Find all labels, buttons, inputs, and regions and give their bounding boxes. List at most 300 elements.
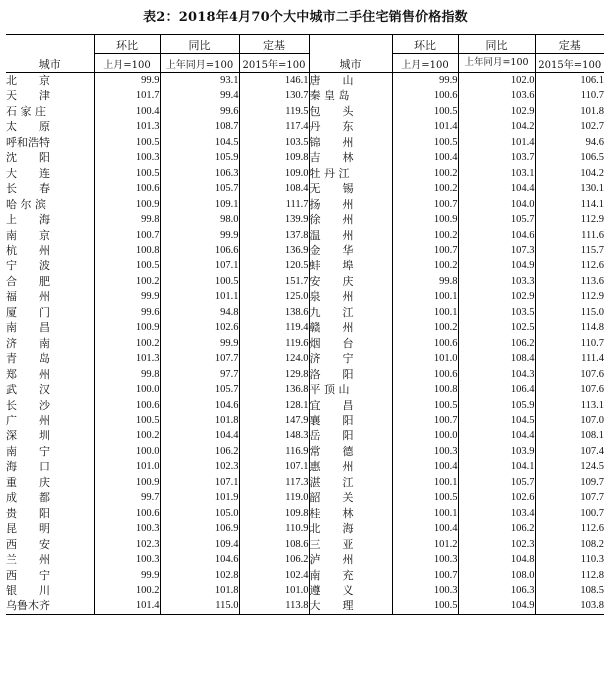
base-header-right: 定基	[535, 35, 604, 54]
mom-right-cell: 99.9	[392, 73, 458, 89]
table-row	[6, 459, 604, 474]
base-right-cell: 112.8	[580, 569, 604, 581]
base-right-cell: 114.1	[580, 198, 604, 210]
mom-left-cell: 100.3	[94, 552, 160, 567]
mom-right-cell: 100.1	[392, 305, 458, 320]
base-left-cell: 147.9	[239, 413, 309, 428]
base-left-cell: 151.7	[239, 274, 309, 289]
base-left-cell: 108.6	[239, 537, 309, 552]
yoy-right-cell: 108.4	[458, 351, 535, 366]
base-subheader-left: 2015年=100	[239, 54, 309, 73]
mom-right-cell: 100.8	[392, 382, 458, 397]
mom-left-cell: 101.3	[94, 119, 160, 134]
base-right-cell: 110.7	[580, 90, 604, 102]
mom-left-cell: 102.3	[94, 537, 160, 552]
mom-left-cell: 100.2	[94, 583, 160, 598]
city-left-cell: 上 海	[6, 212, 94, 227]
mom-right-cell: 100.5	[392, 135, 458, 150]
table-row	[6, 428, 604, 443]
city-left-cell: 兰 州	[6, 552, 94, 567]
base-right-cell: 108.2	[580, 538, 604, 550]
city-right-cell: 岳 阳	[309, 428, 392, 443]
city-left-cell: 福 州	[6, 289, 94, 304]
table-row	[6, 135, 604, 150]
city-right-cell: 韶 关	[309, 490, 392, 505]
city-left-cell: 天 津	[6, 88, 94, 103]
table-row	[6, 552, 604, 567]
yoy-left-cell: 106.3	[160, 166, 239, 181]
city-left-cell: 银 川	[6, 583, 94, 598]
yoy-right-cell: 104.9	[458, 598, 535, 614]
base-right-cell: 113.6	[580, 275, 604, 287]
city-right-cell: 九 江	[309, 305, 392, 320]
base-right-cell: 107.0	[580, 414, 604, 426]
base-left-cell: 116.9	[239, 444, 309, 459]
mom-right-cell: 100.3	[392, 444, 458, 459]
yoy-left-cell: 104.6	[160, 552, 239, 567]
city-left-cell: 西 安	[6, 537, 94, 552]
yoy-right-cell: 106.2	[458, 336, 535, 351]
city-right-cell: 宜 昌	[309, 398, 392, 413]
city-left-cell: 呼和浩特	[6, 135, 94, 150]
yoy-right-cell: 104.4	[458, 181, 535, 196]
city-left-cell: 重 庆	[6, 475, 94, 490]
mom-right-cell: 100.6	[392, 367, 458, 382]
mom-left-cell: 99.6	[94, 305, 160, 320]
city-left-cell: 成 都	[6, 490, 94, 505]
table-row	[6, 166, 604, 181]
table-row	[6, 398, 604, 413]
mom-left-cell: 100.9	[94, 320, 160, 335]
mom-left-cell: 101.7	[94, 88, 160, 103]
city-right-cell: 惠 州	[309, 459, 392, 474]
city-left-cell: 西 宁	[6, 568, 94, 583]
city-right-cell: 烟 台	[309, 336, 392, 351]
city-left-cell: 哈 尔 滨	[6, 197, 94, 212]
yoy-right-cell: 104.9	[458, 258, 535, 273]
yoy-left-cell: 101.8	[160, 583, 239, 598]
city-left-cell: 广 州	[6, 413, 94, 428]
base-left-cell: 106.2	[239, 552, 309, 567]
mom-subheader-left: 上月=100	[94, 54, 160, 73]
yoy-right-cell: 102.9	[458, 104, 535, 119]
base-left-cell: 120.5	[239, 258, 309, 273]
base-right-cell: 103.8	[535, 598, 604, 614]
yoy-left-cell: 94.8	[160, 305, 239, 320]
base-left-cell: 109.8	[239, 506, 309, 521]
mom-right-cell: 100.9	[392, 212, 458, 227]
mom-right-cell: 100.7	[392, 568, 458, 583]
yoy-right-cell: 103.6	[458, 88, 535, 103]
mom-right-cell: 99.8	[392, 274, 458, 289]
city-left-cell: 宁 波	[6, 258, 94, 273]
yoy-right-cell: 106.4	[458, 382, 535, 397]
mom-subheader-right: 上月=100	[392, 54, 458, 73]
base-right-cell: 112.6	[580, 260, 604, 272]
mom-left-cell: 101.4	[94, 598, 160, 614]
base-right-cell: 124.5	[580, 461, 604, 473]
yoy-left-cell: 101.9	[160, 490, 239, 505]
city-right-cell: 蚌 埠	[309, 258, 392, 273]
yoy-header-left: 同比	[160, 35, 239, 54]
yoy-right-cell: 106.2	[458, 521, 535, 536]
table-row	[6, 351, 604, 366]
base-left-cell: 136.8	[239, 382, 309, 397]
base-right-cell: 106.5	[580, 152, 604, 164]
base-left-cell: 117.3	[239, 475, 309, 490]
mom-right-cell: 100.3	[392, 552, 458, 567]
base-right-cell: 112.9	[580, 291, 604, 303]
table-row	[6, 150, 604, 165]
yoy-right-cell: 107.3	[458, 243, 535, 258]
table-row	[6, 367, 604, 382]
table-row	[6, 320, 604, 335]
mom-right-cell: 100.4	[392, 459, 458, 474]
base-left-cell: 124.0	[239, 351, 309, 366]
mom-right-cell: 100.7	[392, 243, 458, 258]
mom-left-cell: 99.9	[94, 568, 160, 583]
yoy-left-cell: 97.7	[160, 367, 239, 382]
base-right-cell: 110.7	[580, 337, 604, 349]
city-right-cell: 金 华	[309, 243, 392, 258]
mom-left-cell: 100.6	[94, 506, 160, 521]
city-right-cell: 济 宁	[309, 351, 392, 366]
yoy-right-cell: 102.5	[458, 320, 535, 335]
yoy-right-cell: 103.9	[458, 444, 535, 459]
yoy-right-cell: 104.3	[458, 367, 535, 382]
yoy-left-cell: 99.6	[160, 104, 239, 119]
base-right-cell: 107.6	[580, 368, 604, 380]
yoy-left-cell: 105.0	[160, 506, 239, 521]
mom-right-cell: 100.1	[392, 289, 458, 304]
mom-left-cell: 100.5	[94, 258, 160, 273]
yoy-right-cell: 104.4	[458, 428, 535, 443]
city-right-cell: 徐 州	[309, 212, 392, 227]
city-right-cell: 安 庆	[309, 274, 392, 289]
base-left-cell: 119.5	[239, 104, 309, 119]
mom-right-cell: 100.2	[392, 166, 458, 181]
city-right-cell: 包 头	[309, 104, 392, 119]
table-row	[6, 197, 604, 212]
city-right-cell: 唐 山	[309, 73, 392, 89]
city-left-cell: 青 岛	[6, 351, 94, 366]
mom-right-cell: 100.6	[392, 88, 458, 103]
mom-left-cell: 100.9	[94, 475, 160, 490]
yoy-left-cell: 109.4	[160, 537, 239, 552]
base-right-cell: 107.7	[580, 492, 604, 504]
yoy-right-cell: 101.4	[458, 135, 535, 150]
yoy-left-cell: 106.2	[160, 444, 239, 459]
yoy-left-cell: 101.8	[160, 413, 239, 428]
city-left-cell: 南 宁	[6, 444, 94, 459]
city-left-cell: 大 连	[6, 166, 94, 181]
table-row	[6, 336, 604, 351]
yoy-left-cell: 102.8	[160, 568, 239, 583]
yoy-subheader-right: 上年同月=100	[464, 57, 529, 68]
city-right-cell: 三 亚	[309, 537, 392, 552]
city-right-cell: 平 顶 山	[309, 382, 392, 397]
table-row	[6, 181, 604, 196]
base-left-cell: 107.1	[239, 459, 309, 474]
base-left-cell: 128.1	[239, 398, 309, 413]
yoy-right-cell: 105.7	[458, 212, 535, 227]
table-row	[6, 88, 604, 103]
mom-header-right: 环比	[392, 35, 458, 54]
mom-left-cell: 101.0	[94, 459, 160, 474]
table-row	[6, 274, 604, 289]
table-row	[6, 537, 604, 552]
base-left-cell: 146.1	[239, 73, 309, 89]
city-right-cell: 锦 州	[309, 135, 392, 150]
base-left-cell: 130.7	[239, 88, 309, 103]
mom-right-cell: 100.2	[392, 258, 458, 273]
yoy-right-cell: 105.9	[458, 398, 535, 413]
mom-left-cell: 99.8	[94, 212, 160, 227]
city-right-cell: 秦 皇 岛	[309, 88, 392, 103]
yoy-right-cell: 102.3	[458, 537, 535, 552]
base-left-cell: 137.8	[239, 228, 309, 243]
mom-right-cell: 100.2	[392, 320, 458, 335]
yoy-left-cell: 102.6	[160, 320, 239, 335]
base-right-cell: 109.7	[580, 476, 604, 488]
city-right-cell: 温 州	[309, 228, 392, 243]
mom-right-cell: 101.2	[392, 537, 458, 552]
yoy-left-cell: 104.5	[160, 135, 239, 150]
mom-left-cell: 100.6	[94, 398, 160, 413]
table-row	[6, 490, 604, 505]
mom-right-cell: 100.5	[392, 490, 458, 505]
yoy-right-cell: 106.3	[458, 583, 535, 598]
city-right-cell: 桂 林	[309, 506, 392, 521]
yoy-right-cell: 103.3	[458, 274, 535, 289]
base-right-cell: 114.8	[580, 322, 604, 334]
city-left-cell: 深 圳	[6, 428, 94, 443]
base-left-cell: 111.7	[239, 197, 309, 212]
yoy-left-cell: 99.9	[160, 336, 239, 351]
table-row	[6, 258, 604, 273]
table-row	[6, 583, 604, 598]
mom-left-cell: 100.9	[94, 197, 160, 212]
city-right-cell: 大 理	[309, 598, 392, 614]
mom-left-cell: 100.2	[94, 428, 160, 443]
base-right-cell: 115.0	[580, 306, 604, 318]
base-left-cell: 139.9	[239, 212, 309, 227]
yoy-right-cell: 104.2	[458, 119, 535, 134]
base-right-cell: 102.7	[580, 121, 604, 133]
base-left-cell: 125.0	[239, 289, 309, 304]
yoy-left-cell: 105.7	[160, 382, 239, 397]
base-right-cell: 130.1	[580, 183, 604, 195]
mom-left-cell: 99.9	[94, 289, 160, 304]
base-right-cell: 106.1	[580, 75, 604, 86]
base-right-cell: 107.6	[580, 384, 604, 396]
yoy-left-cell: 99.4	[160, 88, 239, 103]
yoy-left-cell: 107.1	[160, 258, 239, 273]
yoy-right-cell: 104.0	[458, 197, 535, 212]
city-right-cell: 南 充	[309, 568, 392, 583]
yoy-right-cell: 103.7	[458, 150, 535, 165]
city-right-cell: 遵 义	[309, 583, 392, 598]
base-left-cell: 136.9	[239, 243, 309, 258]
city-left-cell: 太 原	[6, 119, 94, 134]
price-index-table	[6, 34, 604, 615]
city-left-cell: 南 京	[6, 228, 94, 243]
city-left-cell: 昆 明	[6, 521, 94, 536]
city-right-cell: 泉 州	[309, 289, 392, 304]
base-right-cell: 100.7	[580, 507, 604, 519]
table-row	[6, 444, 604, 459]
mom-left-cell: 100.2	[94, 336, 160, 351]
base-right-cell: 104.2	[580, 167, 604, 179]
base-header-left: 定基	[239, 35, 309, 54]
city-right-cell: 常 德	[309, 444, 392, 459]
table-row	[6, 475, 604, 490]
city-right-cell: 泸 州	[309, 552, 392, 567]
city-right-cell: 无 锡	[309, 181, 392, 196]
yoy-left-cell: 105.9	[160, 150, 239, 165]
mom-right-cell: 100.4	[392, 521, 458, 536]
yoy-right-cell: 104.6	[458, 228, 535, 243]
city-left-cell: 合 肥	[6, 274, 94, 289]
mom-right-cell: 100.0	[392, 428, 458, 443]
table-row	[6, 305, 604, 320]
table-row	[6, 382, 604, 397]
city-left-cell: 乌鲁木齐	[6, 598, 94, 614]
table-row	[6, 104, 604, 119]
base-left-cell: 138.6	[239, 305, 309, 320]
city-left-cell: 海 口	[6, 459, 94, 474]
mom-right-cell: 101.4	[392, 119, 458, 134]
table-row	[6, 568, 604, 583]
city-right-cell: 北 海	[309, 521, 392, 536]
yoy-right-cell: 103.1	[458, 166, 535, 181]
mom-header-left: 环比	[94, 35, 160, 54]
city-right-cell: 扬 州	[309, 197, 392, 212]
yoy-right-cell: 103.5	[458, 305, 535, 320]
mom-right-cell: 101.0	[392, 351, 458, 366]
city-left-cell: 长 沙	[6, 398, 94, 413]
mom-left-cell: 100.5	[94, 166, 160, 181]
base-right-cell: 115.7	[580, 244, 604, 256]
mom-left-cell: 100.3	[94, 521, 160, 536]
mom-right-cell: 100.5	[392, 104, 458, 119]
table-row	[6, 598, 604, 614]
base-subheader-right: 2015年=100	[535, 54, 604, 73]
city-left-cell: 石 家 庄	[6, 104, 94, 119]
yoy-subheader-right-cell	[458, 54, 535, 73]
base-right-cell: 111.4	[581, 353, 604, 365]
mom-left-cell: 100.5	[94, 413, 160, 428]
base-left-cell: 119.4	[239, 320, 309, 335]
yoy-left-cell: 115.0	[160, 598, 239, 614]
city-right-cell: 丹 东	[309, 119, 392, 134]
mom-left-cell: 100.8	[94, 243, 160, 258]
base-right-cell: 107.4	[580, 445, 604, 457]
city-column-header-right: 城市	[309, 35, 392, 73]
table-row	[6, 119, 604, 134]
city-left-cell: 杭 州	[6, 243, 94, 258]
yoy-right-cell: 105.7	[458, 475, 535, 490]
base-left-cell: 113.8	[239, 598, 309, 614]
yoy-right-cell: 104.5	[458, 413, 535, 428]
yoy-left-cell: 104.4	[160, 428, 239, 443]
base-left-cell: 110.9	[239, 521, 309, 536]
yoy-left-cell: 99.9	[160, 228, 239, 243]
mom-left-cell: 100.2	[94, 274, 160, 289]
mom-right-cell: 100.1	[392, 475, 458, 490]
table-row	[6, 243, 604, 258]
city-left-cell: 北 京	[6, 73, 94, 89]
yoy-left-cell: 101.1	[160, 289, 239, 304]
yoy-left-cell: 100.5	[160, 274, 239, 289]
yoy-left-cell: 98.0	[160, 212, 239, 227]
city-left-cell: 沈 阳	[6, 150, 94, 165]
city-column-header-left: 城市	[6, 35, 94, 73]
city-left-cell: 厦 门	[6, 305, 94, 320]
table-row	[6, 289, 604, 304]
mom-right-cell: 100.1	[392, 506, 458, 521]
table-row	[6, 73, 604, 89]
yoy-left-cell: 105.7	[160, 181, 239, 196]
city-right-cell: 吉 林	[309, 150, 392, 165]
yoy-header-right: 同比	[458, 35, 535, 54]
table-title: 表2：2018年4月70个大中城市二手住宅销售价格指数	[143, 10, 468, 25]
mom-right-cell: 100.2	[392, 181, 458, 196]
yoy-right-cell: 108.0	[458, 568, 535, 583]
city-right-cell: 牡 丹 江	[309, 166, 392, 181]
yoy-right-cell: 102.6	[458, 490, 535, 505]
yoy-right-cell: 103.4	[458, 506, 535, 521]
yoy-right-cell: 102.0	[458, 73, 535, 89]
yoy-right-cell: 102.9	[458, 289, 535, 304]
base-left-cell: 101.0	[239, 583, 309, 598]
base-right-cell: 110.3	[580, 554, 604, 566]
yoy-left-cell: 104.6	[160, 398, 239, 413]
base-left-cell: 119.0	[239, 490, 309, 505]
table-row	[6, 521, 604, 536]
mom-right-cell: 100.7	[392, 413, 458, 428]
mom-left-cell: 99.8	[94, 367, 160, 382]
base-left-cell: 102.4	[239, 568, 309, 583]
city-right-cell: 襄 阳	[309, 413, 392, 428]
mom-right-cell: 100.3	[392, 583, 458, 598]
city-right-cell: 洛 阳	[309, 367, 392, 382]
base-right-cell: 113.1	[580, 399, 604, 411]
base-left-cell: 148.3	[239, 428, 309, 443]
base-right-cell: 108.5	[580, 584, 604, 596]
mom-left-cell: 99.7	[94, 490, 160, 505]
base-right-cell: 108.1	[580, 430, 604, 442]
base-right-cell: 94.6	[585, 136, 604, 148]
city-left-cell: 南 昌	[6, 320, 94, 335]
table-row	[6, 212, 604, 227]
mom-right-cell: 100.6	[392, 336, 458, 351]
yoy-left-cell: 106.9	[160, 521, 239, 536]
mom-left-cell: 101.3	[94, 351, 160, 366]
yoy-subheader-left: 上年同月=100	[160, 54, 239, 73]
mom-right-cell: 100.5	[392, 398, 458, 413]
city-left-cell: 郑 州	[6, 367, 94, 382]
base-left-cell: 108.4	[239, 181, 309, 196]
mom-left-cell: 100.3	[94, 150, 160, 165]
mom-left-cell: 100.0	[94, 444, 160, 459]
mom-left-cell: 100.0	[94, 382, 160, 397]
yoy-left-cell: 102.3	[160, 459, 239, 474]
mom-left-cell: 100.5	[94, 135, 160, 150]
yoy-left-cell: 107.1	[160, 475, 239, 490]
table-body	[6, 73, 604, 615]
base-left-cell: 103.5	[239, 135, 309, 150]
